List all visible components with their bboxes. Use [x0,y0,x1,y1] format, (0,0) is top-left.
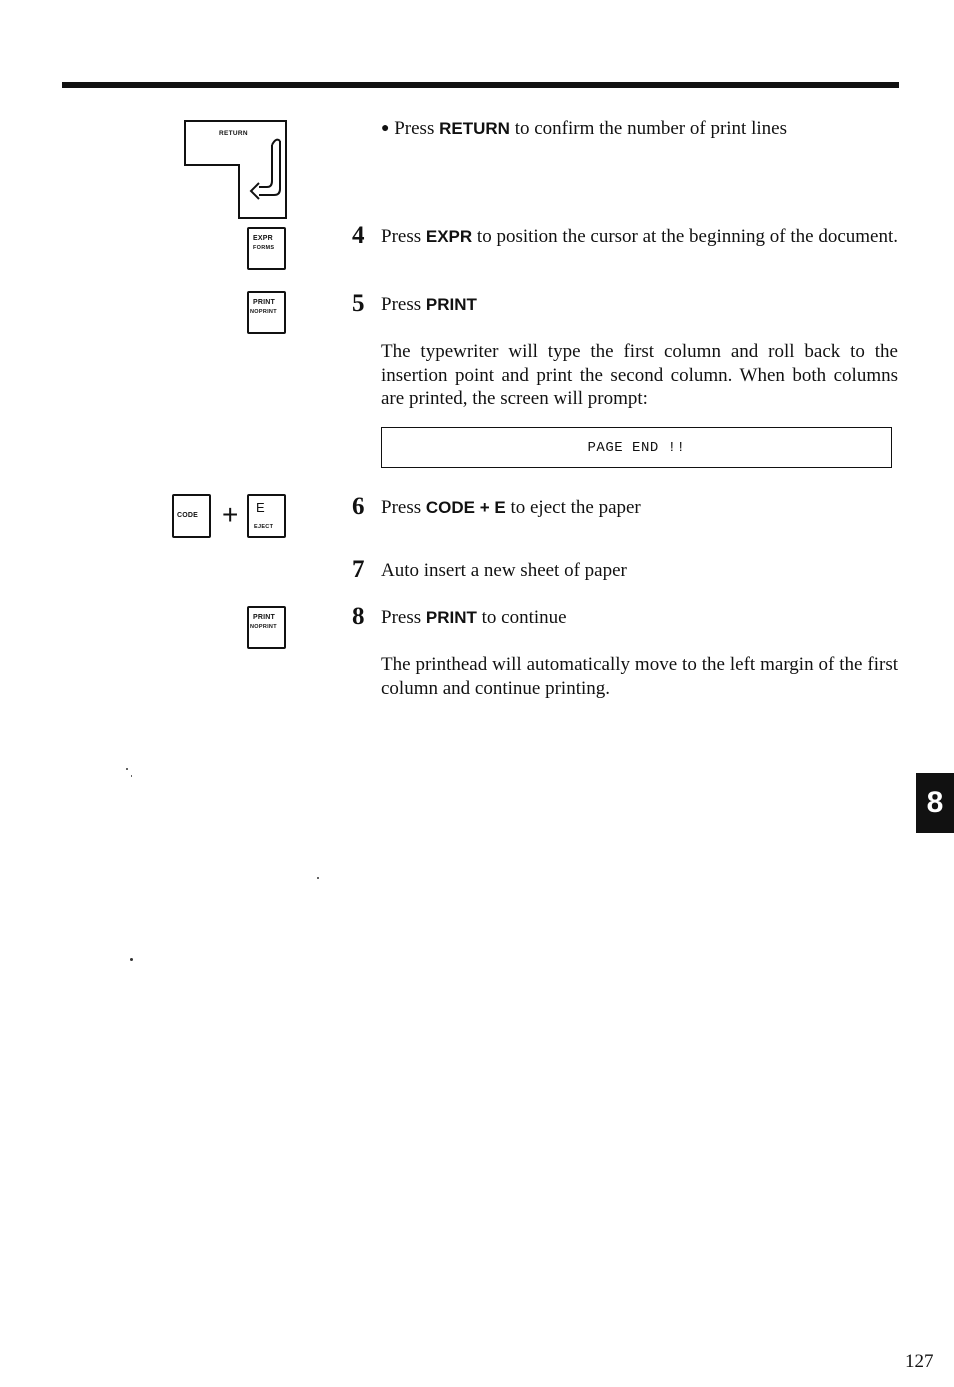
return-key-label: RETURN [219,130,248,137]
code-e-keyword: CODE + E [425,498,506,517]
scan-speck [131,775,132,777]
step-number: 6 [352,493,365,520]
screen-prompt-box: PAGE END !! [381,427,892,468]
step-7-text: Auto insert a new sheet of paper [381,560,627,581]
eject-key-icon [247,494,286,538]
step-8-text: Press PRINT to continue [381,607,567,628]
intro-line: ● Press RETURN to confirm the number of print lines [381,118,787,139]
scan-speck [130,958,133,961]
expr-key-icon [247,227,286,270]
paragraph-columns: The typewriter will type the first column and roll back to the insertion point and print the second column. When both columns are printed, the screen will prompt: [381,341,898,409]
code-key-icon [172,494,211,538]
bullet: ● [381,121,390,136]
noprint-key-label: NOPRINT [250,624,277,630]
print-keyword: PRINT [425,295,477,314]
print-key-label: PRINT [253,299,275,306]
forms-key-label: FORMS [253,245,275,251]
paragraph-printhead: The printhead will automatically move to the left margin of the first column and continue printing. [381,654,898,699]
plus-sign: + [222,499,239,530]
e-key-label: E [256,500,265,515]
expr-keyword: EXPR [425,227,473,246]
noprint-key-label: NOPRINT [250,309,277,315]
print-key-label: PRINT [253,614,275,621]
code-key-label: CODE [177,512,199,519]
step-4-text: Press EXPR to position the cursor at the beginning of the document. [381,226,899,247]
page-number: 127 [905,1351,934,1372]
step-5-text: Press PRINT [381,294,477,315]
chapter-tab: 8 [916,773,954,833]
return-keyword: RETURN [439,119,510,138]
scan-speck [126,768,128,770]
step-number: 8 [352,603,365,630]
expr-key-label: EXPR [253,235,273,242]
print-key-icon [247,606,286,649]
step-6-text: Press CODE + E to eject the paper [381,497,641,518]
eject-key-sublabel: EJECT [254,524,274,530]
print-keyword: PRINT [425,608,477,627]
print-key-icon [247,291,286,334]
step-number: 5 [352,290,365,317]
top-rule [62,82,899,88]
scan-speck [317,877,319,879]
step-number: 7 [352,556,365,583]
step-number: 4 [352,222,365,249]
